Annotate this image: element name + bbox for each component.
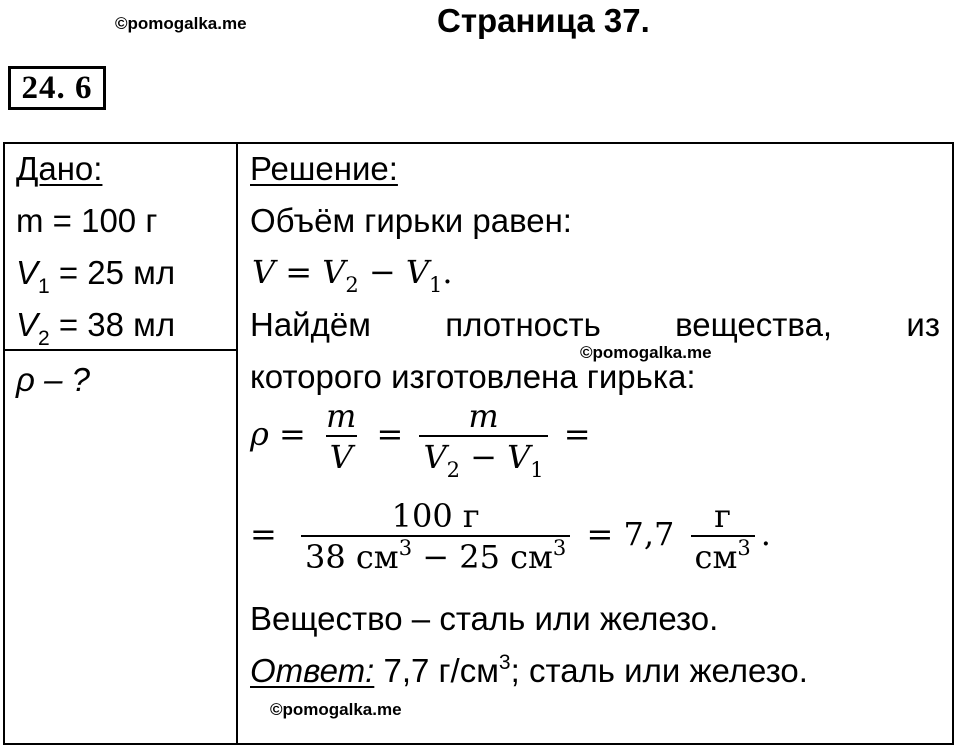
density-intro-line: Найдём плотность вещества, из	[250, 306, 940, 343]
given-mass: m = 100 г	[16, 202, 158, 239]
solution-heading: Решение:	[250, 150, 398, 187]
answer-tail: ; сталь или железо.	[510, 652, 808, 689]
density-calculation: = $\frac{100 г}{38 см^3 - 25 см^3}$ = 7,7 $\frac{г}{см^3}$ .	[250, 497, 771, 576]
watermark-bottom: ©pomogalka.me	[270, 700, 402, 719]
v1-symbol: V	[16, 254, 39, 291]
volume-intro: Объём гирьки равен:	[250, 202, 572, 239]
given-v2	[16, 306, 176, 350]
problem-number: 24. 6	[8, 66, 106, 110]
v1-value: = 25 мл	[49, 254, 176, 291]
density-formula: ρ = $\frac{m}{V}$ = $\frac{m}{V_2 - V_1}$ =	[250, 397, 591, 482]
find-quantity: ρ – ?	[16, 361, 90, 398]
answer-value: 7,7 г/см	[374, 652, 499, 689]
v2-subscript: 2	[38, 327, 50, 350]
v2-value: = 38 мл	[49, 306, 176, 343]
result-value: 7,7	[623, 515, 675, 553]
given-v1	[16, 254, 176, 298]
answer-line: Ответ: 7,7 $г/см^3$; сталь или железо.	[250, 651, 808, 689]
v1-subscript: 1	[38, 275, 50, 298]
watermark-mid: ©pomogalka.me	[580, 343, 712, 362]
page-title: Страница 37.	[437, 2, 650, 39]
watermark-top: ©pomogalka.me	[115, 14, 247, 33]
numerator-value: 100 г	[391, 497, 480, 535]
v2-symbol: V	[16, 306, 39, 343]
column-divider	[236, 142, 238, 745]
answer-label: Ответ:	[250, 652, 375, 689]
density-intro-line-2: которого изготовлена гирька:	[250, 358, 696, 395]
given-heading: Дано:	[16, 150, 103, 187]
conclusion: Вещество – сталь или железо.	[250, 600, 719, 637]
volume-formula: $V = V_2 - V_1$.	[252, 253, 453, 297]
